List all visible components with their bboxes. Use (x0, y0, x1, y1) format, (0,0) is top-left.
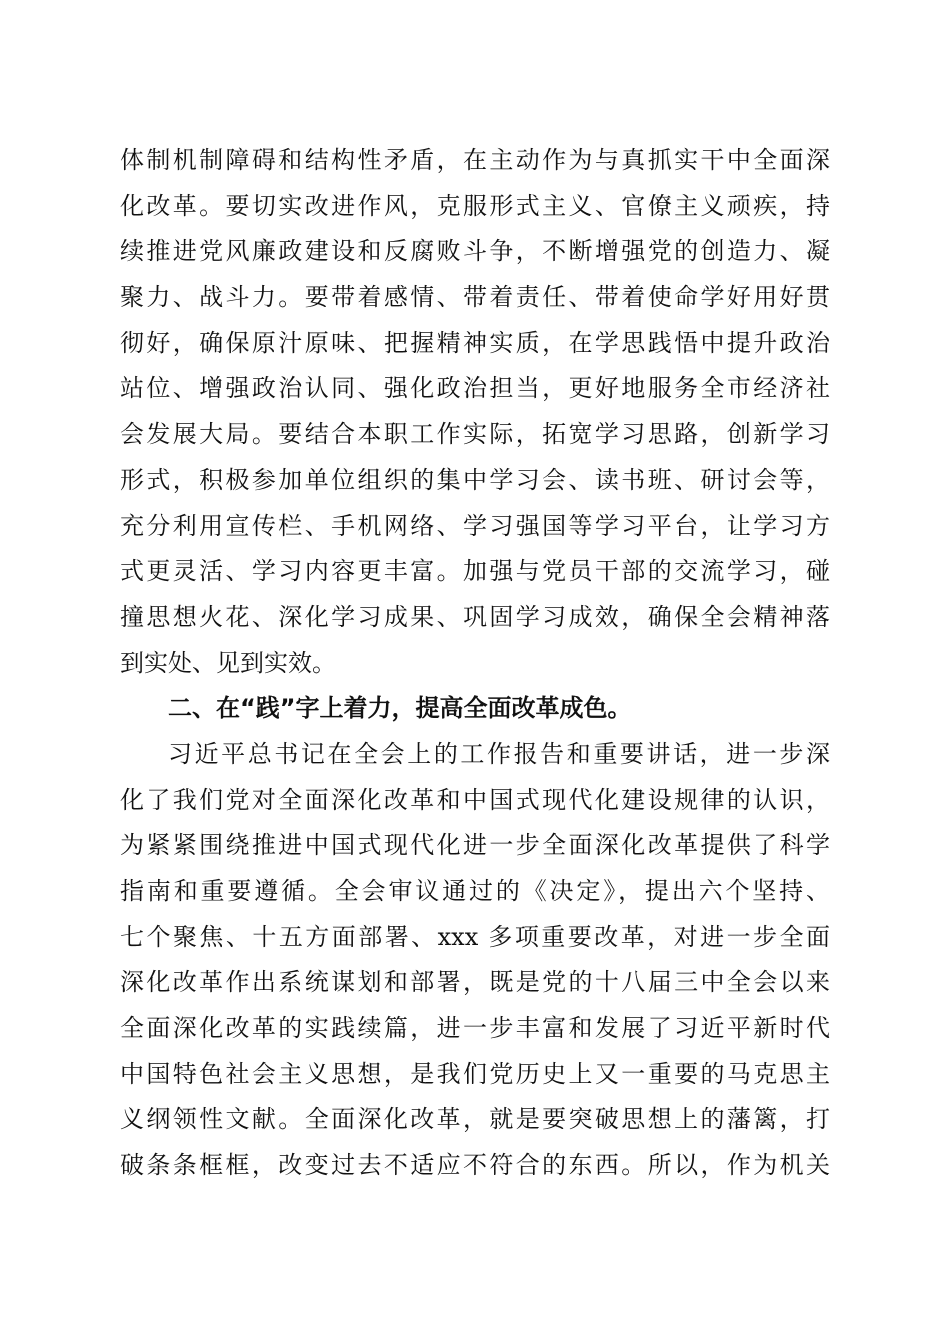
text-line: 体制机制障碍和结构性矛盾，在主动作为与真抓实干中全面深 (120, 146, 830, 174)
text-line: 彻好，确保原汁原味、把握精神实质，在学思践悟中提升政治 (120, 328, 830, 357)
text-line: 全面深化改革的实践续篇，进一步丰富和发展了习近平新时代 (120, 1014, 830, 1043)
text-line: 形式，积极参加单位组织的集中学习会、读书班、研讨会等， (120, 465, 830, 494)
text-line: 义纲领性文献。全面深化改革，就是要突破思想上的藩篱，打 (120, 1105, 830, 1134)
text-line: 为紧紧围绕推进中国式现代化进一步全面深化改革提供了科学 (120, 831, 830, 860)
text-line: 七个聚焦、十五方面部署、xxx 多项重要改革，对进一步全面 (120, 922, 830, 951)
text-line: 化了我们党对全面深化改革和中国式现代化建设规律的认识， (120, 785, 830, 814)
text-line: 破条条框框，改变过去不适应不符合的东西。所以，作为机关 (120, 1151, 830, 1180)
text-line: 中国特色社会主义思想，是我们党历史上又一重要的马克思主 (120, 1059, 830, 1088)
text-line: 聚力、战斗力。要带着感情、带着责任、带着使命学好用好贯 (120, 283, 830, 312)
text-line: 续推进党风廉政建设和反腐败斗争，不断增强党的创造力、凝 (120, 237, 830, 266)
text-line: 充分利用宣传栏、手机网络、学习强国等学习平台，让学习方 (120, 511, 830, 540)
section-heading: 二、在“践”字上着力，提高全面改革成色。 (168, 694, 632, 723)
text-line: 深化改革作出系统谋划和部署，既是党的十八届三中全会以来 (120, 968, 830, 997)
text-line: 撞思想火花、深化学习成果、巩固学习成效，确保全会精神落 (120, 602, 830, 631)
text-line: 化改革。要切实改进作风，克服形式主义、官僚主义顽疾，持 (120, 191, 830, 220)
text-line: 站位、增强政治认同、强化政治担当，更好地服务全市经济社 (120, 374, 830, 403)
text-line: 会发展大局。要结合本职工作实际，拓宽学习思路，创新学习 (120, 420, 830, 449)
text-line: 习近平总书记在全会上的工作报告和重要讲话，进一步深 (168, 739, 830, 768)
paragraph-section-2 (120, 732, 830, 1189)
text-line: 指南和重要遵循。全会审议通过的《决定》，提出六个坚持、 (120, 877, 830, 905)
paragraph-continuation (120, 138, 830, 686)
text-line: 到实处、见到实效。 (120, 648, 336, 677)
text-line: 式更灵活、学习内容更丰富。加强与党员干部的交流学习，碰 (120, 557, 830, 586)
document-body (120, 138, 830, 1189)
